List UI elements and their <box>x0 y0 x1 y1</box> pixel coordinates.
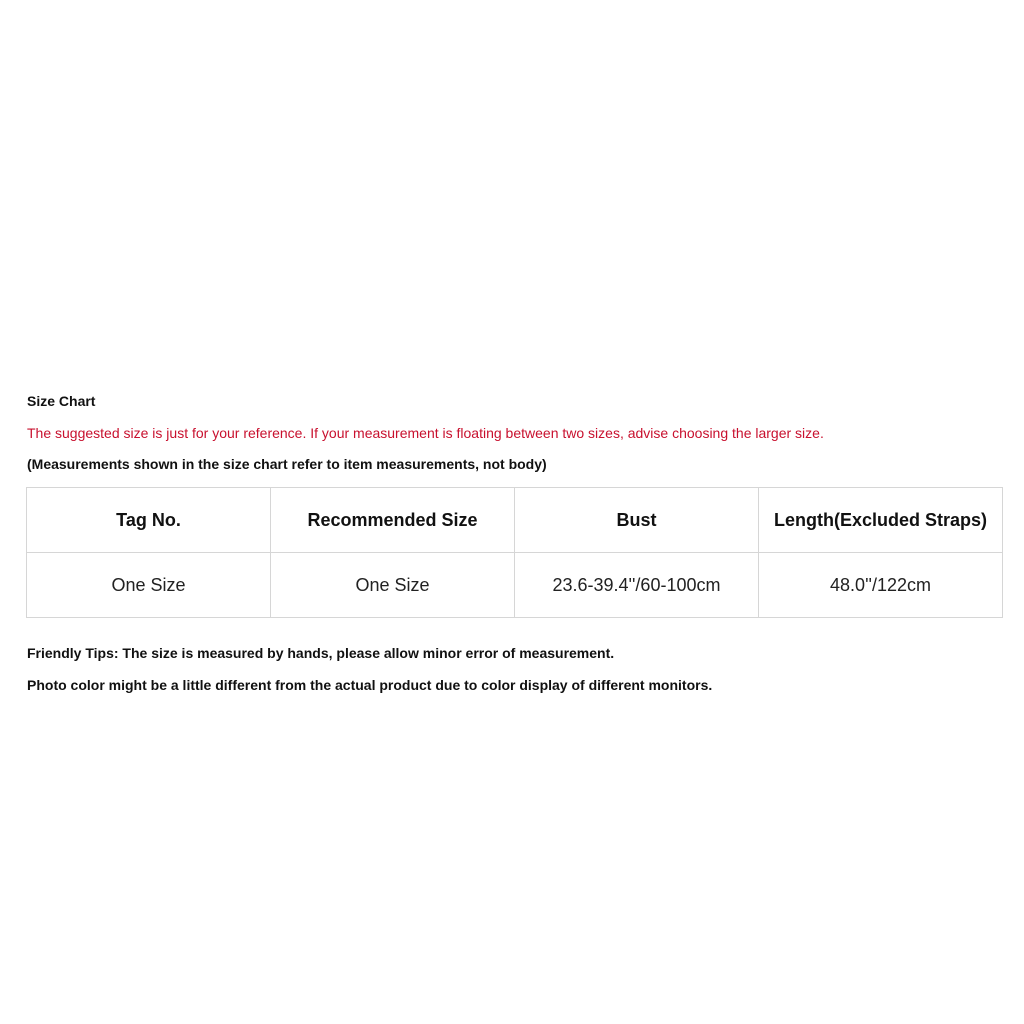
measurement-note: (Measurements shown in the size chart refer to item measurements, not body) <box>27 456 547 472</box>
cell-recommended-size: One Size <box>271 553 515 618</box>
header-length: Length(Excluded Straps) <box>759 488 1003 553</box>
size-table <box>26 487 1003 618</box>
size-reference-note: The suggested size is just for your reference. If your measurement is floating between two sizes, advise choosing the larger size. <box>27 425 824 441</box>
cell-length: 48.0''/122cm <box>759 553 1003 618</box>
table-row <box>27 553 1003 618</box>
header-recommended-size: Recommended Size <box>271 488 515 553</box>
color-tip: Photo color might be a little different from the actual product due to color display of different monitors. <box>27 677 713 693</box>
size-chart-title: Size Chart <box>27 393 96 409</box>
cell-tag-no: One Size <box>27 553 271 618</box>
header-tag-no: Tag No. <box>27 488 271 553</box>
friendly-tip: Friendly Tips: The size is measured by hands, please allow minor error of measurement. <box>27 645 615 661</box>
header-bust: Bust <box>515 488 759 553</box>
table-header-row <box>27 488 1003 553</box>
cell-bust: 23.6-39.4''/60-100cm <box>515 553 759 618</box>
